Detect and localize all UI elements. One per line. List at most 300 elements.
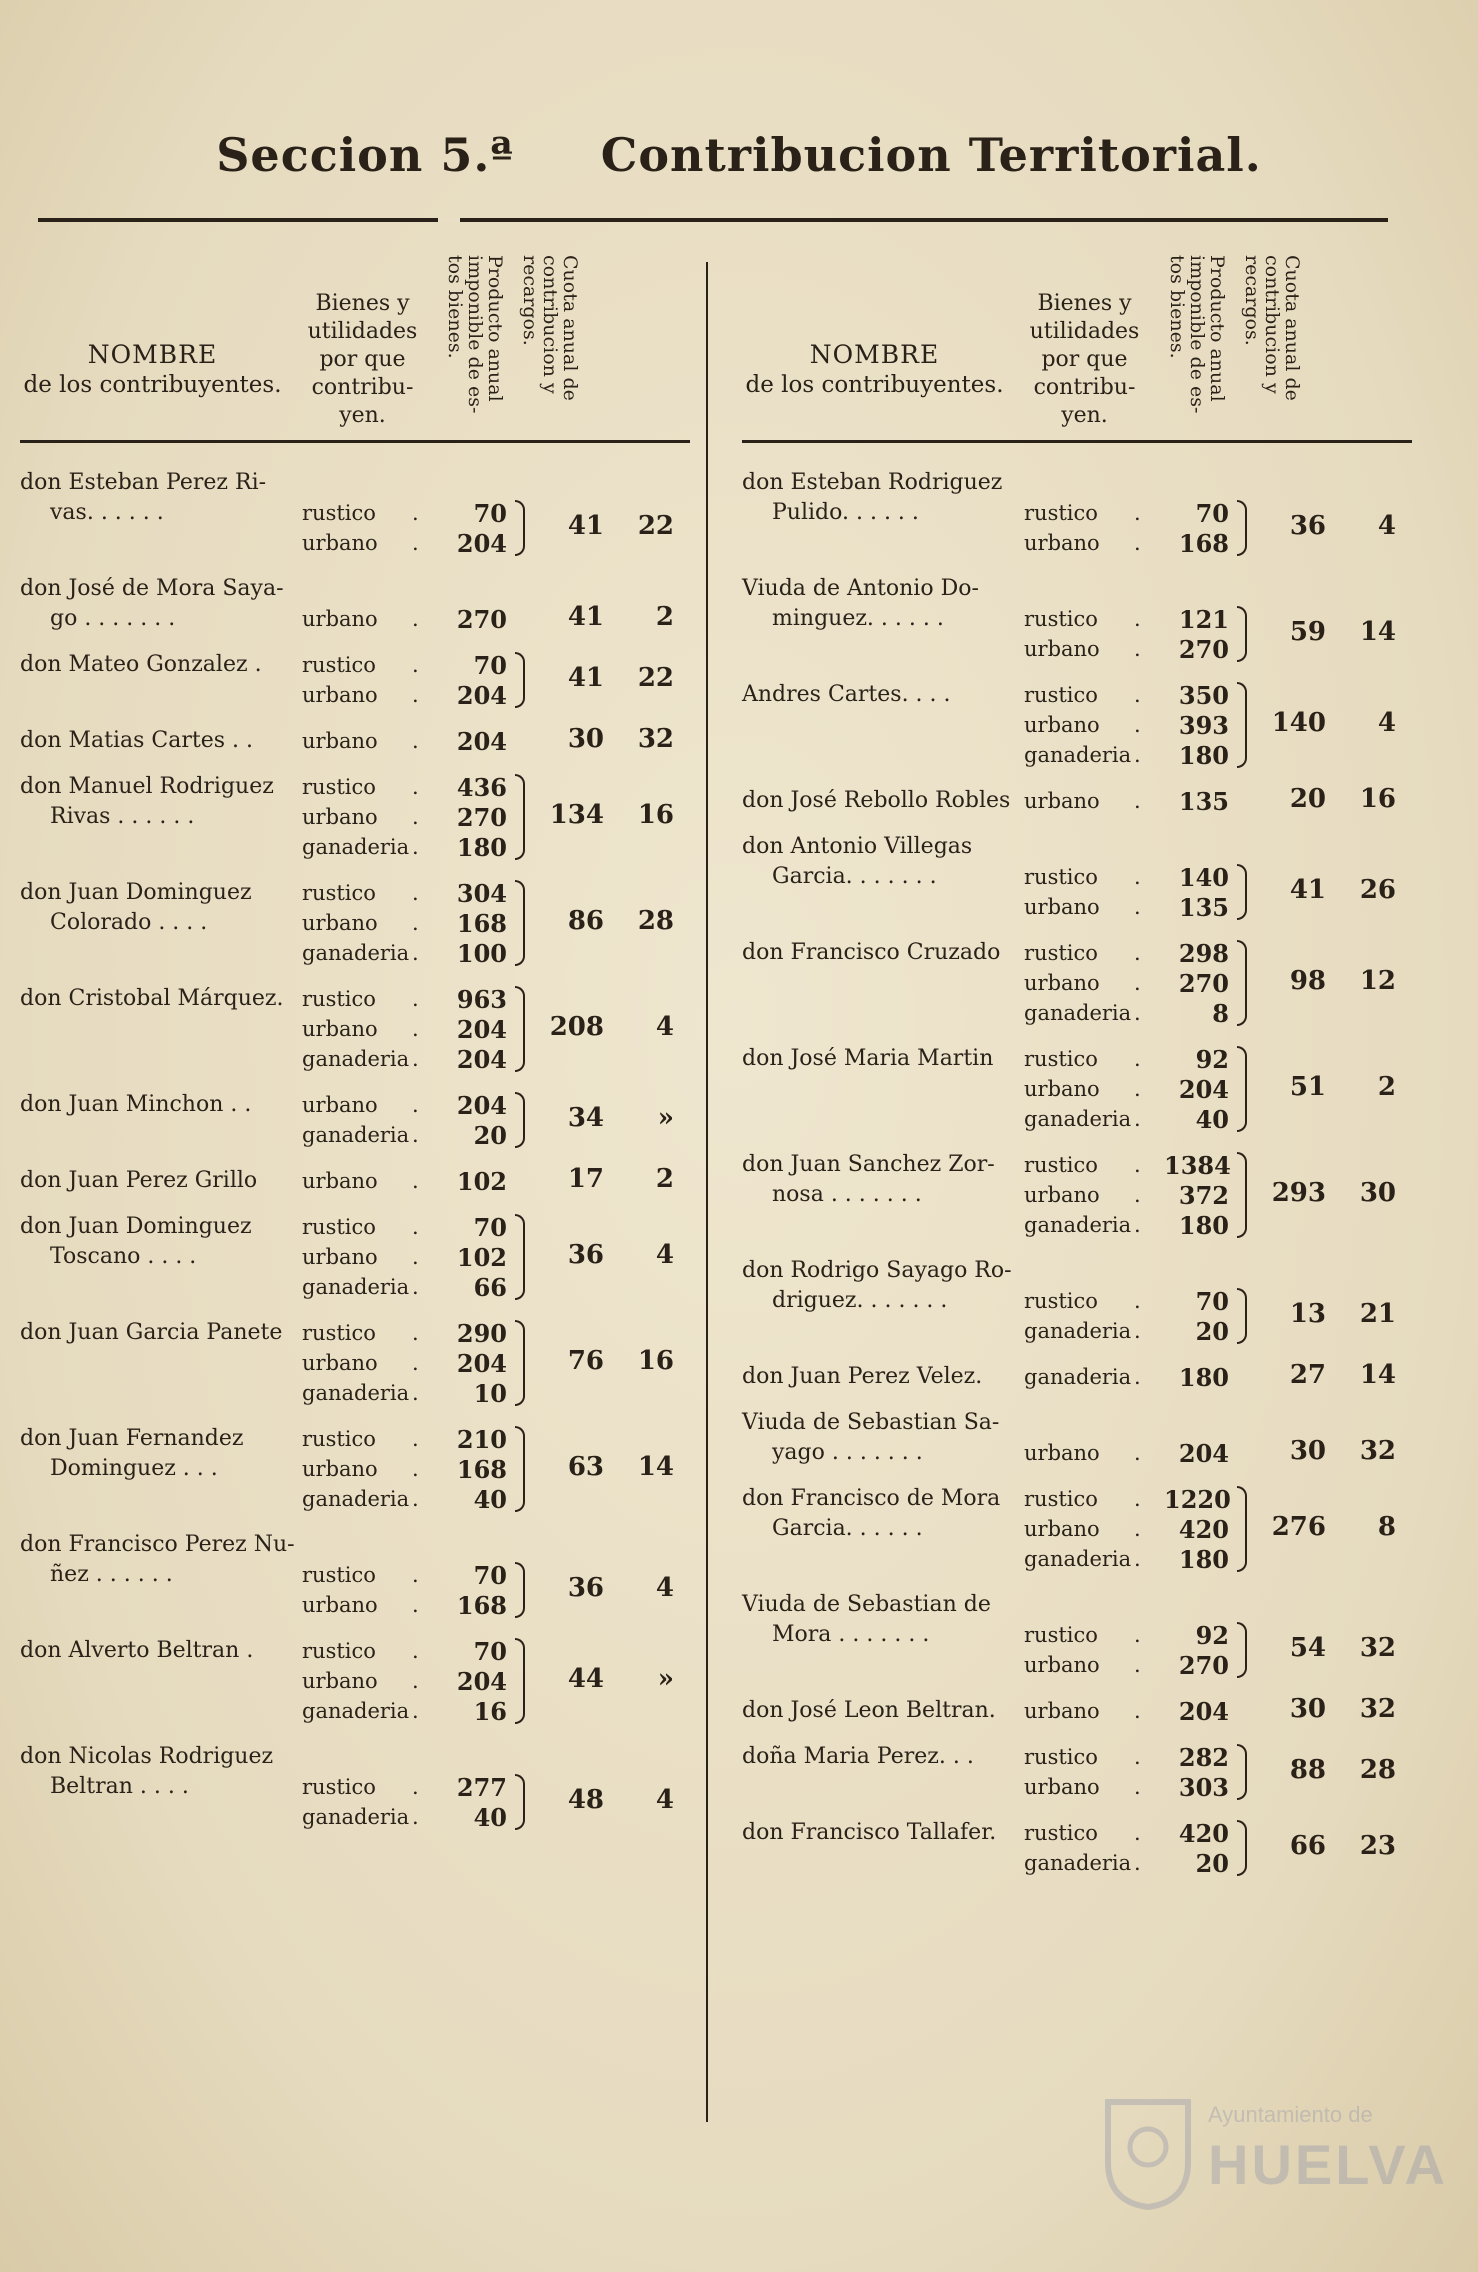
property-items bbox=[302, 468, 690, 558]
property-items bbox=[302, 1318, 690, 1408]
leader-dot: . bbox=[412, 1215, 419, 1239]
property-type: urbano bbox=[1024, 1183, 1100, 1207]
contributor-entry bbox=[20, 1318, 690, 1408]
name-line: don Francisco Perez Nu- bbox=[20, 1532, 295, 1557]
name-line: don Juan Minchon . . bbox=[20, 1092, 252, 1117]
property-type: urbano bbox=[302, 805, 378, 829]
cuota-main: 63 bbox=[567, 1452, 604, 1482]
producto-value: 70 bbox=[1195, 498, 1229, 528]
leader-dot: . bbox=[1134, 1487, 1141, 1511]
leader-dot: . bbox=[1134, 531, 1141, 555]
name-header: NOMBRE de los contribuyentes. bbox=[745, 340, 1004, 398]
producto-value: 92 bbox=[1195, 1620, 1229, 1650]
property-row bbox=[302, 1378, 690, 1408]
name-line: nosa . . . . . . . bbox=[772, 1182, 922, 1207]
producto-value: 70 bbox=[473, 650, 507, 680]
cuota-fraction: 16 bbox=[637, 1346, 674, 1376]
property-type: urbano bbox=[302, 1017, 378, 1041]
cuota-fraction: 32 bbox=[1359, 1436, 1396, 1466]
producto-value: 180 bbox=[1178, 740, 1229, 770]
name-line: don Francisco Cruzado bbox=[742, 940, 1001, 965]
property-type: rustico bbox=[1024, 501, 1098, 525]
cuota-header: Cuota anual de contribucion y recargos. bbox=[519, 255, 581, 401]
producto-value: 135 bbox=[1178, 786, 1229, 816]
leader-dot: . bbox=[412, 531, 419, 555]
cuota-fraction: 14 bbox=[1359, 617, 1396, 647]
property-type: ganaderia bbox=[1024, 1107, 1132, 1131]
property-items bbox=[1024, 1256, 1412, 1346]
producto-value: 8 bbox=[1212, 998, 1229, 1028]
cuota-fraction: 4 bbox=[1377, 511, 1396, 541]
name-line: Dominguez . . . bbox=[50, 1456, 218, 1481]
property-items bbox=[1024, 1362, 1412, 1392]
cuota-header: Cuota anual de contribucion y recargos. bbox=[1241, 255, 1303, 401]
contributor-entry bbox=[20, 1212, 690, 1302]
producto-header: Producto anual imponible de es- tos bienes. bbox=[1166, 255, 1228, 414]
cuota-fraction: 23 bbox=[1359, 1831, 1396, 1861]
leader-dot: . bbox=[1134, 865, 1141, 889]
property-type: rustico bbox=[302, 501, 376, 525]
leader-dot: . bbox=[412, 1017, 419, 1041]
producto-value: 436 bbox=[456, 772, 507, 802]
curly-brace bbox=[1237, 940, 1247, 1026]
contributor-entry bbox=[742, 1150, 1412, 1240]
property-type: rustico bbox=[302, 653, 376, 677]
leader-dot: . bbox=[412, 1487, 419, 1511]
cuota-fraction: 2 bbox=[655, 1164, 674, 1194]
contributor-name bbox=[742, 680, 1024, 710]
contributor-entry bbox=[742, 468, 1412, 558]
producto-value: 70 bbox=[473, 1212, 507, 1242]
leader-dot: . bbox=[412, 1593, 419, 1617]
producto-value: 100 bbox=[456, 938, 507, 968]
curly-brace bbox=[1237, 864, 1247, 920]
cuota-fraction: 14 bbox=[637, 1452, 674, 1482]
producto-value: 20 bbox=[1195, 1316, 1229, 1346]
curly-brace bbox=[515, 500, 525, 556]
producto-value: 70 bbox=[1195, 1286, 1229, 1316]
property-type: rustico bbox=[1024, 1745, 1098, 1769]
contributor-name bbox=[742, 1044, 1024, 1074]
leader-dot: . bbox=[412, 1775, 419, 1799]
name-line: Toscano . . . . bbox=[50, 1244, 197, 1269]
cuota-value bbox=[1256, 784, 1416, 814]
cuota-fraction: » bbox=[657, 1664, 674, 1694]
contributor-entry bbox=[20, 1166, 690, 1196]
property-row bbox=[302, 1424, 690, 1454]
property-items bbox=[1024, 468, 1412, 558]
producto-value: 40 bbox=[473, 1484, 507, 1514]
property-row bbox=[1024, 740, 1412, 770]
contributor-name bbox=[20, 1424, 302, 1484]
contributor-name bbox=[742, 1256, 1024, 1316]
cuota-main: 208 bbox=[549, 1012, 604, 1042]
cuota-fraction: 32 bbox=[1359, 1633, 1396, 1663]
property-type: ganaderia bbox=[302, 1381, 410, 1405]
cuota-main: 41 bbox=[567, 511, 604, 541]
cuota-main: 36 bbox=[567, 1240, 604, 1270]
leader-dot: . bbox=[412, 805, 419, 829]
property-items bbox=[1024, 574, 1412, 664]
name-line: doña Maria Perez. . . bbox=[742, 1744, 974, 1769]
leader-dot: . bbox=[1134, 1153, 1141, 1177]
cuota-value bbox=[1256, 966, 1416, 996]
leader-dot: . bbox=[412, 1093, 419, 1117]
leader-dot: . bbox=[412, 1639, 419, 1663]
cuota-value bbox=[1256, 1436, 1416, 1466]
left-column bbox=[20, 250, 690, 1848]
property-row bbox=[1024, 938, 1412, 968]
contributor-name bbox=[20, 1318, 302, 1348]
name-line: ñez . . . . . . bbox=[50, 1562, 173, 1587]
cuota-main: 276 bbox=[1271, 1512, 1326, 1542]
cuota-fraction: 22 bbox=[637, 663, 674, 693]
producto-value: 168 bbox=[1178, 528, 1229, 558]
leader-dot: . bbox=[1134, 1319, 1141, 1343]
watermark-line1: Ayuntamiento de bbox=[1208, 2102, 1373, 2127]
cuota-value bbox=[534, 602, 694, 632]
cuota-main: 20 bbox=[1289, 784, 1326, 814]
contributor-entry bbox=[742, 574, 1412, 664]
property-type: ganaderia bbox=[302, 835, 410, 859]
cuota-value bbox=[1256, 1072, 1416, 1102]
cuota-main: 54 bbox=[1289, 1633, 1326, 1663]
property-type: ganaderia bbox=[1024, 1547, 1132, 1571]
producto-value: 102 bbox=[456, 1166, 507, 1196]
property-type: urbano bbox=[1024, 1775, 1100, 1799]
property-type: urbano bbox=[1024, 637, 1100, 661]
cuota-main: 48 bbox=[567, 1785, 604, 1815]
cuota-value bbox=[534, 1240, 694, 1270]
cuota-main: 36 bbox=[567, 1573, 604, 1603]
cuota-main: 41 bbox=[567, 663, 604, 693]
property-items bbox=[302, 984, 690, 1074]
cuota-value bbox=[1256, 1512, 1416, 1542]
producto-value: 204 bbox=[1178, 1074, 1229, 1104]
leader-dot: . bbox=[1134, 1699, 1141, 1723]
producto-value: 66 bbox=[473, 1272, 507, 1302]
property-type: rustico bbox=[1024, 1047, 1098, 1071]
curly-brace bbox=[515, 986, 525, 1072]
cuota-value bbox=[534, 1573, 694, 1603]
contributor-name bbox=[20, 1742, 302, 1802]
contributor-name bbox=[20, 726, 302, 756]
name-line: Viuda de Antonio Do- bbox=[742, 576, 979, 601]
leader-dot: . bbox=[1134, 607, 1141, 631]
name-line: don Esteban Perez Ri- bbox=[20, 470, 267, 495]
producto-value: 135 bbox=[1178, 892, 1229, 922]
property-type: rustico bbox=[302, 1427, 376, 1451]
property-type: urbano bbox=[302, 683, 378, 707]
producto-value: 121 bbox=[1178, 604, 1229, 634]
header-rule bbox=[742, 440, 1412, 443]
curly-brace bbox=[1237, 1820, 1247, 1876]
leader-dot: . bbox=[412, 911, 419, 935]
property-type: rustico bbox=[1024, 1623, 1098, 1647]
cuota-fraction: 30 bbox=[1359, 1178, 1396, 1208]
property-type: rustico bbox=[302, 881, 376, 905]
leader-dot: . bbox=[412, 1351, 419, 1375]
cuota-main: 134 bbox=[549, 800, 604, 830]
property-type: ganaderia bbox=[1024, 1319, 1132, 1343]
cuota-fraction: 16 bbox=[637, 800, 674, 830]
contributor-name bbox=[742, 468, 1024, 528]
cuota-value bbox=[534, 1103, 694, 1133]
contributor-entry bbox=[742, 832, 1412, 922]
property-type: urbano bbox=[1024, 1517, 1100, 1541]
leader-dot: . bbox=[412, 1669, 419, 1693]
producto-value: 204 bbox=[456, 1666, 507, 1696]
property-type: rustico bbox=[302, 775, 376, 799]
curly-brace bbox=[515, 1774, 525, 1830]
contributor-name bbox=[20, 1090, 302, 1120]
cuota-fraction: 26 bbox=[1359, 875, 1396, 905]
property-type: ganaderia bbox=[1024, 1001, 1132, 1025]
contributor-name bbox=[742, 574, 1024, 634]
contributor-entry bbox=[20, 1742, 690, 1832]
leader-dot: . bbox=[412, 607, 419, 631]
leader-dot: . bbox=[412, 653, 419, 677]
property-items bbox=[302, 726, 690, 756]
property-row bbox=[302, 984, 690, 1014]
property-items bbox=[302, 650, 690, 710]
contributor-name bbox=[742, 938, 1024, 968]
property-type: urbano bbox=[302, 911, 378, 935]
cuota-main: 66 bbox=[1289, 1831, 1326, 1861]
name-line: Andres Cartes. . . . bbox=[742, 682, 951, 707]
property-row bbox=[1024, 1150, 1412, 1180]
property-type: urbano bbox=[1024, 895, 1100, 919]
contributor-entry bbox=[20, 468, 690, 558]
cuota-fraction: 14 bbox=[1359, 1360, 1396, 1390]
leader-dot: . bbox=[1134, 1289, 1141, 1313]
leader-dot: . bbox=[412, 1321, 419, 1345]
name-line: go . . . . . . . bbox=[50, 606, 176, 631]
producto-value: 270 bbox=[1178, 1650, 1229, 1680]
property-type: rustico bbox=[302, 1775, 376, 1799]
contributor-entry bbox=[20, 726, 690, 756]
name-line: vas. . . . . . bbox=[50, 500, 164, 525]
leader-dot: . bbox=[1134, 1851, 1141, 1875]
leader-dot: . bbox=[412, 1047, 419, 1071]
name-line: don José Leon Beltran. bbox=[742, 1698, 996, 1723]
name-line: Garcia. . . . . . . bbox=[772, 864, 937, 889]
producto-value: 1220 bbox=[1164, 1484, 1231, 1514]
name-line: don Cristobal Márquez. bbox=[20, 986, 284, 1011]
name-line: don Alverto Beltran . bbox=[20, 1638, 254, 1663]
property-items bbox=[302, 1212, 690, 1302]
cuota-fraction: 16 bbox=[1359, 784, 1396, 814]
cuota-value bbox=[534, 1164, 694, 1194]
property-type: ganaderia bbox=[302, 1805, 410, 1829]
cuota-main: 27 bbox=[1289, 1360, 1326, 1390]
contributor-name bbox=[20, 984, 302, 1014]
property-row bbox=[1024, 998, 1412, 1028]
section-label: Seccion 5.ª bbox=[216, 128, 514, 182]
curly-brace bbox=[515, 1562, 525, 1618]
cuota-value bbox=[534, 1664, 694, 1694]
name-line: yago . . . . . . . bbox=[772, 1440, 923, 1465]
leader-dot: . bbox=[412, 1427, 419, 1451]
producto-value: 298 bbox=[1178, 938, 1229, 968]
property-type: urbano bbox=[1024, 1653, 1100, 1677]
cuota-main: 44 bbox=[567, 1664, 604, 1694]
right-column bbox=[742, 250, 1412, 1894]
producto-value: 20 bbox=[1195, 1848, 1229, 1878]
contributor-entry bbox=[20, 1090, 690, 1150]
property-type: rustico bbox=[302, 1563, 376, 1587]
producto-value: 204 bbox=[456, 1014, 507, 1044]
crest-icon bbox=[1098, 2092, 1198, 2212]
producto-value: 277 bbox=[456, 1772, 507, 1802]
cuota-fraction: 2 bbox=[1377, 1072, 1396, 1102]
contributor-entry bbox=[742, 1818, 1412, 1878]
producto-value: 168 bbox=[456, 908, 507, 938]
watermark-line2: HUELVA bbox=[1208, 2133, 1448, 2196]
property-type: rustico bbox=[1024, 1153, 1098, 1177]
property-row bbox=[302, 938, 690, 968]
cuota-fraction: 4 bbox=[655, 1012, 674, 1042]
property-items bbox=[1024, 1742, 1412, 1802]
contributor-name bbox=[742, 786, 1024, 816]
leader-dot: . bbox=[1134, 1107, 1141, 1131]
contributor-entry bbox=[742, 786, 1412, 816]
property-type: rustico bbox=[1024, 683, 1098, 707]
leader-dot: . bbox=[1134, 789, 1141, 813]
cuota-main: 140 bbox=[1271, 708, 1326, 738]
cuota-main: 30 bbox=[1289, 1436, 1326, 1466]
header-rule bbox=[20, 440, 690, 443]
property-items bbox=[1024, 786, 1412, 816]
cuota-value bbox=[1256, 708, 1416, 738]
name-line: don Rodrigo Sayago Ro- bbox=[742, 1258, 1012, 1283]
cuota-main: 41 bbox=[567, 602, 604, 632]
curly-brace bbox=[1237, 1486, 1247, 1572]
producto-value: 180 bbox=[456, 832, 507, 862]
property-type: urbano bbox=[302, 1593, 378, 1617]
property-type: ganaderia bbox=[1024, 743, 1132, 767]
property-row bbox=[1024, 1210, 1412, 1240]
curly-brace bbox=[1237, 1744, 1247, 1800]
producto-value: 92 bbox=[1195, 1044, 1229, 1074]
property-items bbox=[302, 772, 690, 862]
property-type: urbano bbox=[1024, 789, 1100, 813]
contributor-entry bbox=[20, 878, 690, 968]
contributor-entry bbox=[20, 1424, 690, 1514]
contributor-entry bbox=[742, 1044, 1412, 1134]
cuota-fraction: 28 bbox=[637, 906, 674, 936]
cuota-value bbox=[534, 724, 694, 754]
name-line: don Mateo Gonzalez . bbox=[20, 652, 262, 677]
property-row bbox=[302, 1212, 690, 1242]
leader-dot: . bbox=[1134, 1517, 1141, 1541]
contributor-entry bbox=[742, 1408, 1412, 1468]
name-line: Mora . . . . . . . bbox=[772, 1622, 930, 1647]
cuota-main: 76 bbox=[567, 1346, 604, 1376]
leader-dot: . bbox=[412, 683, 419, 707]
curly-brace bbox=[1237, 606, 1247, 662]
curly-brace bbox=[515, 880, 525, 966]
cuota-value bbox=[1256, 511, 1416, 541]
contributor-name bbox=[20, 574, 302, 634]
producto-value: 290 bbox=[456, 1318, 507, 1348]
leader-dot: . bbox=[1134, 1047, 1141, 1071]
property-type: ganaderia bbox=[1024, 1365, 1132, 1389]
property-type: ganaderia bbox=[302, 1123, 410, 1147]
property-row bbox=[302, 878, 690, 908]
property-items bbox=[1024, 832, 1412, 922]
producto-value: 210 bbox=[456, 1424, 507, 1454]
producto-value: 70 bbox=[473, 1636, 507, 1666]
property-type: urbano bbox=[302, 1245, 378, 1269]
name-line: don Francisco Tallafer. bbox=[742, 1820, 997, 1845]
contributor-entry bbox=[742, 1256, 1412, 1346]
property-type: urbano bbox=[1024, 1441, 1100, 1465]
cuota-value bbox=[1256, 1831, 1416, 1861]
page-title bbox=[0, 128, 1478, 182]
producto-value: 140 bbox=[1178, 862, 1229, 892]
producto-value: 204 bbox=[456, 528, 507, 558]
cuota-value bbox=[1256, 1633, 1416, 1663]
contributor-name bbox=[20, 1212, 302, 1272]
name-line: Garcia. . . . . . bbox=[772, 1516, 923, 1541]
leader-dot: . bbox=[1134, 1623, 1141, 1647]
leader-dot: . bbox=[412, 775, 419, 799]
contributor-name bbox=[742, 1362, 1024, 1392]
cuota-main: 51 bbox=[1289, 1072, 1326, 1102]
producto-value: 40 bbox=[473, 1802, 507, 1832]
cuota-main: 293 bbox=[1271, 1178, 1326, 1208]
cuota-fraction: 4 bbox=[655, 1240, 674, 1270]
leader-dot: . bbox=[412, 501, 419, 525]
property-type: urbano bbox=[302, 607, 378, 631]
property-type: ganaderia bbox=[302, 1487, 410, 1511]
cuota-main: 13 bbox=[1289, 1299, 1326, 1329]
contributor-name bbox=[20, 772, 302, 832]
producto-value: 20 bbox=[473, 1120, 507, 1150]
property-type: urbano bbox=[302, 729, 378, 753]
contributor-name bbox=[20, 1636, 302, 1666]
contributor-name bbox=[742, 1408, 1024, 1468]
property-items bbox=[1024, 1044, 1412, 1134]
cuota-value bbox=[1256, 1299, 1416, 1329]
producto-value: 40 bbox=[1195, 1104, 1229, 1134]
cuota-main: 30 bbox=[567, 724, 604, 754]
cuota-value bbox=[1256, 1755, 1416, 1785]
name-line: don Manuel Rodriguez bbox=[20, 774, 274, 799]
contributor-name bbox=[20, 1530, 302, 1590]
property-type: rustico bbox=[1024, 1821, 1098, 1845]
producto-value: 204 bbox=[456, 1090, 507, 1120]
producto-value: 204 bbox=[456, 726, 507, 756]
property-items bbox=[302, 1166, 690, 1196]
contributor-name bbox=[742, 1484, 1024, 1544]
cuota-value bbox=[1256, 1360, 1416, 1390]
property-items bbox=[1024, 1818, 1412, 1878]
contributor-entry bbox=[20, 1636, 690, 1726]
contributor-name bbox=[742, 1818, 1024, 1848]
producto-value: 420 bbox=[1178, 1818, 1229, 1848]
curly-brace bbox=[1237, 500, 1247, 556]
cuota-main: 59 bbox=[1289, 617, 1326, 647]
left-entries bbox=[20, 468, 690, 1832]
leader-dot: . bbox=[1134, 1441, 1141, 1465]
property-type: rustico bbox=[1024, 865, 1098, 889]
leader-dot: . bbox=[412, 1805, 419, 1829]
curly-brace bbox=[1237, 1288, 1247, 1344]
leader-dot: . bbox=[1134, 683, 1141, 707]
right-entries bbox=[742, 468, 1412, 1878]
